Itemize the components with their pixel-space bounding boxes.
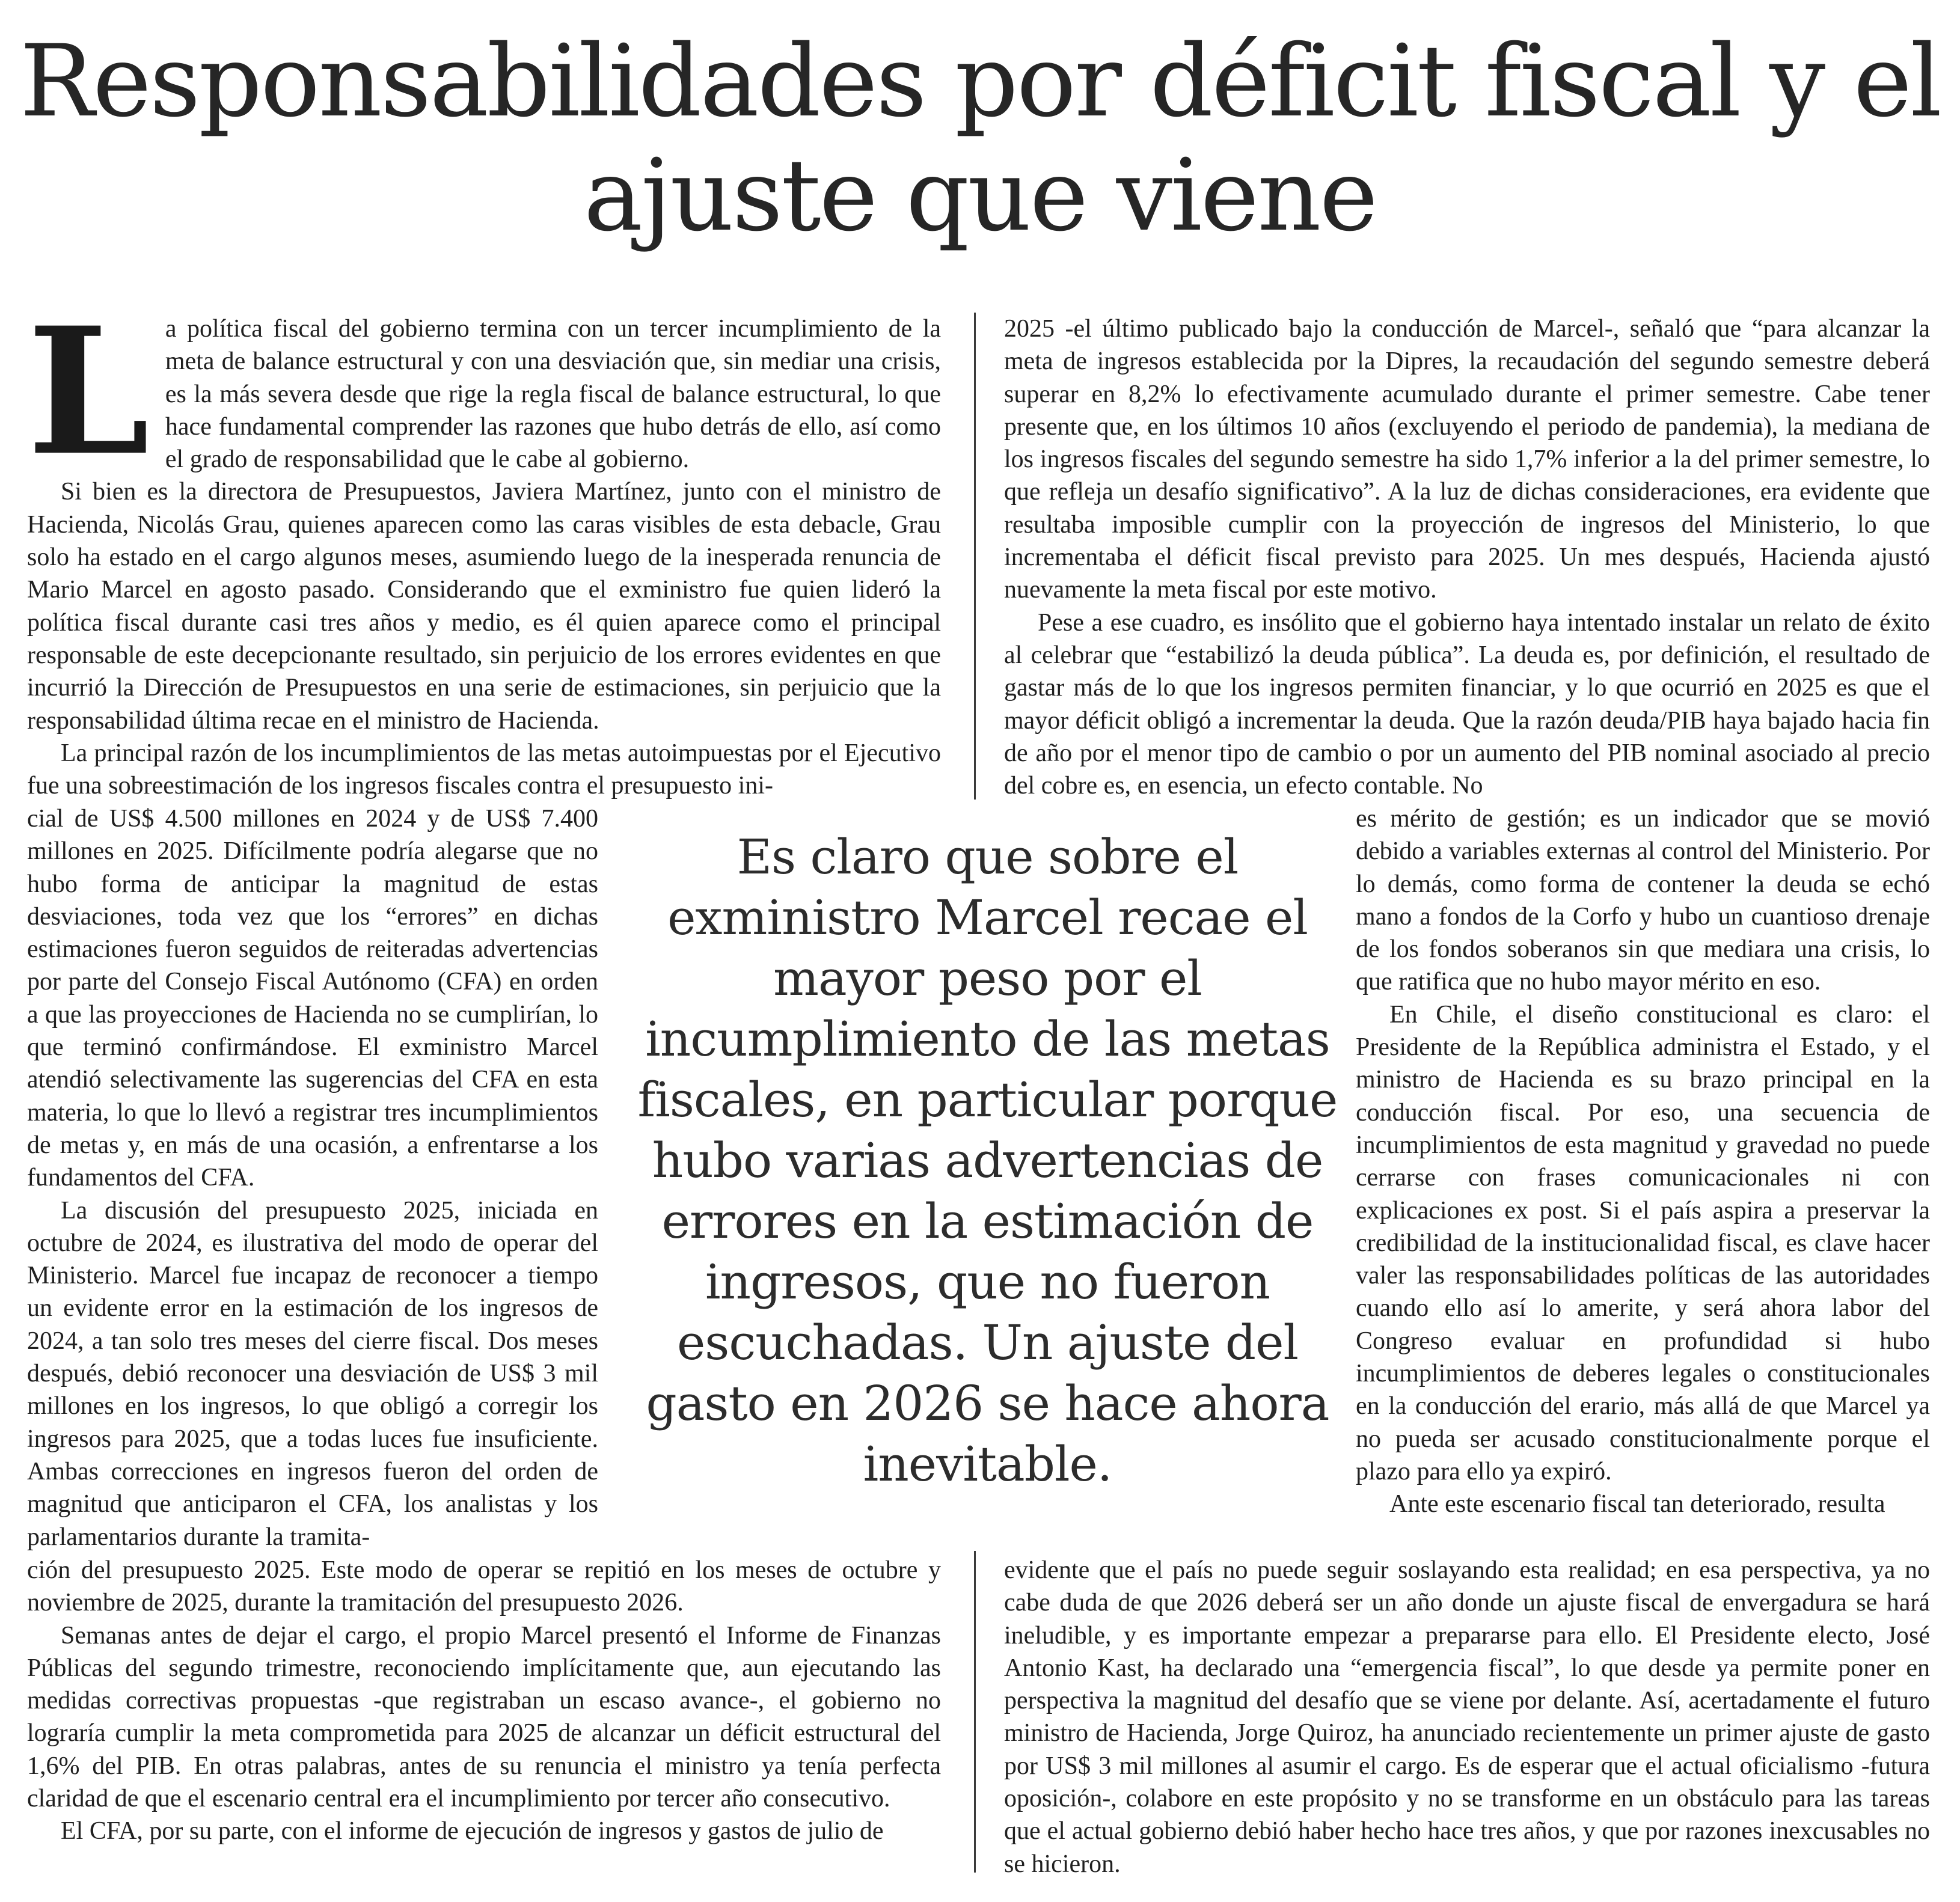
column-left-bottom [27,1554,941,1882]
drop-cap: L [27,313,150,494]
column-divider [974,1551,976,1873]
paragraph: ción del presupuesto 2025. Este modo de operar se repitió en los meses de octubre y noviembre de 2025, durante la tramitación del presupuesto 2026. [27,1556,941,1617]
paragraph: Si bien es la directora de Presupuestos, Javiera Martínez, junto con el ministro de Hacienda, Nicolás Grau, quienes aparecen como las caras visibles de esta debacle, Grau solo ha estado en el cargo algunos meses, asumiendo luego de la inesperada renuncia de Mario Marcel en agosto pasado. Considerando que el exministro fue quien lideró la política fiscal durante casi tres años y medio, es él quien aparece como el principal responsable de este decepcionante resultado, sin perjuicio de los errores evidentes en que incurrió la Dirección de Presupuestos en una serie de estimaciones, sin perjuicio que la responsabilidad última recae en el ministro de Hacienda. [27,478,941,735]
paragraph: La discusión del presupuesto 2025, iniciada en octubre de 2024, es ilustrativa del modo de operar del Ministerio. Marcel fue incapaz de reconocer a tiempo un evidente error en la estimación de los ingresos de 2024, a tan solo tres meses del cierre fiscal. Dos meses después, debió reconocer una desviación de US$ 3 mil millones en los ingresos, lo que obligó a corregir los ingresos para 2025, que a todas luces fue insuficiente. Ambas correcciones en ingresos fueron del orden de magnitud que anticiparon el CFA, los analistas y los parlamentarios durante la tramita- [27,1196,598,1551]
paragraph: es mérito de gestión; es un indicador que se movió debido a variables externas al control del Ministerio. Por lo demás, como forma de contener la deuda se echó mano a fondos de la Corfo y hubo un cuantioso drenaje de los fondos soberanos sin que mediara una crisis, lo que ratifica que no hubo mayor mérito en eso. [1356,805,1930,996]
paragraph: Pese a ese cuadro, es insólito que el gobierno haya intentado instalar un relato de éxito al celebrar que “estabilizó la deuda pública”. La deuda es, por definición, el resultado de gastar más de lo que los ingresos permiten financiar, y lo que ocurrió en 2025 es que el mayor déficit obligó a incrementar la deuda. Que la razón deuda/PIB haya bajado hacia fin de año por el menor tipo de cambio o por un aumento del PIB nominal asociado al precio del cobre es, en esencia, un efecto contable. No [1004,608,1930,800]
column-right-bottom [1004,1554,1930,1882]
headline: Responsabilidades por déficit fiscal y el ajuste que viene [19,23,1941,253]
paragraph: evidente que el país no puede seguir soslayando esta realidad; en esa perspectiva, ya no cabe duda de que 2026 deberá ser un año donde un ajuste fiscal de envergadura se hará ineludible, y es importante empezar a prepararse para ello. El Presidente electo, José Antonio Kast, ha declarado una “emergencia fiscal”, lo que desde ya permite poner en perspectiva la magnitud del desafío que se viene por delante. Así, acertadamente el futuro ministro de Hacienda, Jorge Quiroz, ha anunciado recientemente un primer ajuste de gasto por US$ 3 mil millones al asumir el cargo. Es de esperar que el actual oficialismo -futura oposición-, colabore en este propósito y no se transforme en un obstáculo para las tareas que el actual gobierno debió haber hecho hace tres años, y que por razones inexcusables no se hicieron. [1004,1556,1930,1878]
paragraph: cial de US$ 4.500 millones en 2024 y de US$ 7.400 millones en 2025. Difícilmente podría alegarse que no hubo forma de anticipar la magnitud de estas desviaciones, toda vez que los “errores” en dichas estimaciones fueron seguidos de reiteradas advertencias por parte del Consejo Fiscal Autónomo (CFA) en orden a que las proyecciones de Hacienda no se cumplirían, lo que terminó confirmándose. El exministro Marcel atendió selectivamente las sugerencias del CFA en esta materia, lo que lo llevó a registrar tres incumplimientos de metas y, en más de una ocasión, a enfrentarse a los fundamentos del CFA. [27,805,598,1192]
column-left-top [27,313,941,803]
paragraph: Ante este escenario fiscal tan deteriorado, resulta [1389,1490,1885,1518]
column-left-narrow [27,803,598,1554]
paragraph: a política fiscal del gobierno termina con un tercer incumplimiento de la meta de balance estructural y con una desviación que, sin mediar una crisis, es la más severa desde que rige la regla fiscal de balance estructural, lo que hace fundamental comprender las razones que hubo detrás de ello, así como el grado de responsabilidad que le cabe al gobierno. [165,315,941,474]
pull-quote: Es claro que sobre el exministro Marcel recae el mayor peso por el incumplimiento de las metas fiscales, en particular porque hubo varias advertencias de errores en la estimación de ingresos, que no fueron escuchadas. Un ajuste del gasto en 2026 se hace ahora inevitable. [637,829,1338,1492]
paragraph: 2025 -el último publicado bajo la conducción de Marcel-, señaló que “para alcanzar la meta de ingresos establecida por la Dipres, la recaudación del segundo semestre deberá superar en 8,2% lo efectivamente acumulado durante el primer semestre. Cabe tener presente que, en los últimos 10 años (excluyendo el periodo de pandemia), la mediana de los ingresos fiscales del segundo semestre ha sido 1,7% inferior a la del primer semestre, lo que refleja un desafío significativo”. A la luz de dichas consideraciones, era evidente que resultaba imposible cumplir con la proyección de ingresos del Ministerio, lo que incrementaba el déficit fiscal previsto para 2025. Un mes después, Hacienda ajustó nuevamente la meta fiscal por este motivo. [1004,315,1930,604]
column-divider [974,313,976,800]
paragraph: Semanas antes de dejar el cargo, el propio Marcel presentó el Informe de Finanzas Públicas del segundo trimestre, reconociendo implícitamente que, aun ejecutando las medidas correctivas propuestas -que registraban un escaso avance-, el gobierno no lograría cumplir la meta comprometida para 2025 de alcanzar un déficit estructural del 1,6% del PIB. En otras palabras, antes de su renuncia el ministro ya tenía perfecta claridad de que el escenario central era el incumplimiento por tercer año consecutivo. [27,1621,941,1813]
paragraph: En Chile, el diseño constitucional es claro: el Presidente de la República administra el Estado, y el ministro de Hacienda es su brazo principal en la conducción fiscal. Por eso, una secuencia de incumplimientos de esta magnitud y gravedad no puede cerrarse con frases comunicacionales ni con explicaciones ex post. Si el país aspira a preservar la credibilidad de la institucionalidad fiscal, es clave hacer valer las responsabilidades políticas de las autoridades cuando ello así lo amerite, y será ahora labor del Congreso evaluar en profundidad si hubo incumplimientos de deberes legales o constitucionales en la conducción del erario, más allá de que Marcel ya no pueda ser acusado constitucionalmente porque el plazo para ello ya expiró. [1356,1000,1930,1485]
paragraph: La principal razón de los incumplimientos de las metas autoimpuestas por el Ejecutivo fue una sobreestimación de los ingresos fiscales contra el presupuesto ini- [27,739,941,800]
paragraph: El CFA, por su parte, con el informe de ejecución de ingresos y gastos de julio de [61,1817,884,1845]
column-right-top [1004,313,1930,803]
column-right-narrow [1356,803,1930,1554]
